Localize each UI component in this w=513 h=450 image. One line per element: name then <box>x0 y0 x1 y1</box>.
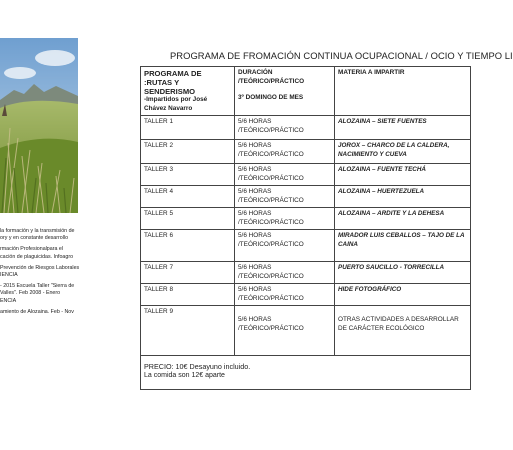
taller-cell: TALLER 7 <box>141 262 235 284</box>
subject-cell: ALOZAINA – SIETE FUENTES <box>335 116 471 140</box>
table-row <box>141 306 471 356</box>
side-text-block <box>0 246 138 260</box>
subject-title: MATERIA A IMPARTIR <box>338 69 405 76</box>
table-row <box>141 116 471 140</box>
price-label: PRECIO: 10€ Desayuno incluido. <box>144 362 251 371</box>
table-row <box>141 284 471 306</box>
subject-cell: PUERTO SAUCILLO - TORRECILLA <box>335 262 471 284</box>
header-cell-program <box>141 67 235 116</box>
table-row <box>141 186 471 208</box>
duration-cell: 5/6 HORAS /TEÓRICO/PRÁCTICO <box>235 284 335 306</box>
table-row <box>141 230 471 262</box>
taller-cell: TALLER 8 <box>141 284 235 306</box>
taller-cell: TALLER 5 <box>141 208 235 230</box>
taller-cell: TALLER 1 <box>141 116 235 140</box>
program-title: PROGRAMA DE :RUTAS Y SENDERISMO <box>144 69 202 96</box>
subject-cell: ALOZAINA – FUENTE TECHÁ <box>335 164 471 186</box>
side-text-line: IENCIA <box>0 272 18 279</box>
table-footer-row <box>141 356 471 390</box>
subject-cell: JOROX – CHARCO DE LA CALDERA, NACIMIENTO Y CUEVA <box>335 140 471 164</box>
subject-cell: HIDE FOTOGRÁFICO <box>335 284 471 306</box>
schedule-label: 3º DOMINGO DE MES <box>238 94 304 101</box>
program-table <box>140 66 471 390</box>
duration-text: 5/6 HORAS /TEÓRICO/PRÁCTICO <box>238 316 304 332</box>
duration-cell <box>235 306 335 356</box>
side-text-block <box>0 309 138 316</box>
table-row <box>141 140 471 164</box>
duration-cell: 5/6 HORAS /TEÓRICO/PRÁCTICO <box>235 186 335 208</box>
side-text-line: - 2015 Escuela Taller "Sierra de <box>0 283 75 290</box>
side-text-line: la formación y la transmisión de <box>0 228 75 234</box>
taller-cell: TALLER 4 <box>141 186 235 208</box>
table-row <box>141 208 471 230</box>
subject-cell: MIRADOR LUIS CEBALLOS – TAJO DE LA CAINA <box>335 230 471 262</box>
program-heading: PROGRAMA DE FROMACIÓN CONTINUA OCUPACIONAL / OCIO Y TIEMPO LI <box>170 50 513 61</box>
duration-title: DURACIÓN /TEÓRICO/PRÁCTICO <box>238 69 305 85</box>
subject-cell <box>335 306 471 356</box>
duration-cell: 5/6 HORAS /TEÓRICO/PRÁCTICO <box>235 140 335 164</box>
header-cell-subject <box>335 67 471 116</box>
header-cell-duration <box>235 67 335 116</box>
side-text-line: cación de plaguicidas. Infoagro <box>0 253 74 260</box>
taller-cell: TALLER 2 <box>141 140 235 164</box>
duration-cell: 5/6 HORAS /TEÓRICO/PRÁCTICO <box>235 116 335 140</box>
price-cell <box>141 356 471 390</box>
subject-text: OTRAS ACTIVIDADES A DESARROLLAR DE CARÁCTER ECOLÓGICO <box>338 316 459 332</box>
side-text-line: ENCIA <box>0 297 17 304</box>
taller-cell: TALLER 6 <box>141 230 235 262</box>
side-text-panel <box>0 228 138 320</box>
duration-cell: 5/6 HORAS /TEÓRICO/PRÁCTICO <box>235 208 335 230</box>
side-text-line: amiento de Alozaina. Feb - Nov <box>0 308 74 315</box>
duration-cell: 5/6 HORAS /TEÓRICO/PRÁCTICO <box>235 262 335 284</box>
side-text-line: ory y en constante desarrollo <box>0 235 69 242</box>
side-text-block <box>0 265 138 279</box>
table-row <box>141 262 471 284</box>
subject-cell: ALOZAINA – ARDITE Y LA DEHESA <box>335 208 471 230</box>
side-text-block <box>0 283 138 305</box>
landscape-photo <box>0 38 78 213</box>
taller-cell: TALLER 3 <box>141 164 235 186</box>
meal-note: La comida son 12€ aparte <box>144 371 225 379</box>
side-text-line: Prevención de Riesgos Laborales <box>0 264 80 271</box>
duration-cell: 5/6 HORAS /TEÓRICO/PRÁCTICO <box>235 230 335 262</box>
side-text-line: Valles". Feb 2008 - Enero <box>0 290 61 297</box>
table-row <box>141 164 471 186</box>
duration-cell: 5/6 HORAS /TEÓRICO/PRÁCTICO <box>235 164 335 186</box>
side-text-line: rmación Profesionalpara el <box>0 246 64 253</box>
subject-cell: ALOZAINA – HUERTEZUELA <box>335 186 471 208</box>
side-text-block <box>0 228 138 242</box>
table-header-row <box>141 67 471 116</box>
instructor-label: -Impartidos por José Chávez Navarro <box>144 96 208 112</box>
taller-cell: TALLER 9 <box>141 306 235 356</box>
